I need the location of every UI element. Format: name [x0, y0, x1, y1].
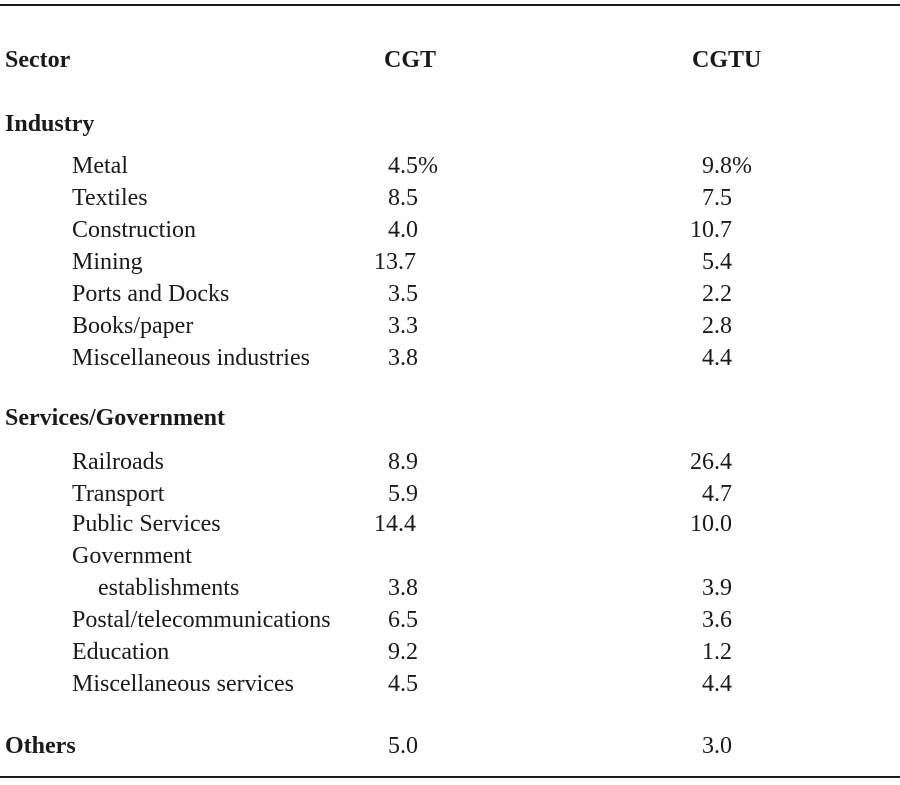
cgtu-value: 2.2 [702, 281, 732, 307]
row-label: Railroads [72, 449, 164, 475]
header-cgtu: CGTU [692, 47, 762, 73]
others-label: Others [5, 733, 76, 759]
header-sector: Sector [5, 47, 71, 73]
cgtu-value: 3.6 [702, 607, 732, 633]
row-label: Ports and Docks [72, 281, 230, 307]
row-label: Mining [72, 249, 143, 275]
cgt-value: 3.3 [388, 313, 418, 339]
cgtu-value: 10.7 [690, 217, 732, 243]
cgt-value: 3.5 [388, 281, 418, 307]
cgtu-value: 3.9 [702, 575, 732, 601]
cgtu-value: 4.4 [702, 345, 732, 371]
top-rule [0, 4, 900, 6]
cgt-value: 5.0 [388, 733, 418, 759]
cgt-value: 8.5 [388, 185, 418, 211]
row-label: Miscellaneous industries [72, 345, 310, 371]
cgt-value: 3.8 [388, 575, 418, 601]
row-label: Transport [72, 481, 165, 507]
cgt-value: 3.8 [388, 345, 418, 371]
cgt-value: 4.0 [388, 217, 418, 243]
bottom-rule [0, 776, 900, 778]
cgt-value: 6.5 [388, 607, 418, 633]
cgt-value: 4.5% [388, 153, 438, 179]
section-title-services: Services/Government [5, 405, 225, 431]
cgtu-value: 2.8 [702, 313, 732, 339]
section-title-industry: Industry [5, 111, 95, 137]
row-label: Metal [72, 153, 128, 179]
cgt-value: 9.2 [388, 639, 418, 665]
cgtu-value: 4.7 [702, 481, 732, 507]
cgtu-value: 4.4 [702, 671, 732, 697]
cgtu-value: 3.0 [702, 733, 732, 759]
header-cgt: CGT [384, 47, 437, 73]
cgtu-value: 5.4 [702, 249, 732, 275]
cgtu-value: 1.2 [702, 639, 732, 665]
cgtu-value: 9.8% [702, 153, 752, 179]
row-label: Postal/telecommunications [72, 607, 331, 633]
cgt-value: 4.5 [388, 671, 418, 697]
cgtu-value: 7.5 [702, 185, 732, 211]
row-label: Miscellaneous services [72, 671, 294, 697]
row-label: Education [72, 639, 170, 665]
cgtu-value: 26.4 [690, 449, 732, 475]
cgtu-value: 10.0 [690, 511, 732, 537]
row-label: Construction [72, 217, 196, 243]
row-label: Government [72, 543, 192, 569]
row-label-continued: establishments [98, 575, 240, 601]
row-label: Books/paper [72, 313, 194, 339]
cgt-value: 14.4 [374, 511, 416, 537]
cgt-value: 5.9 [388, 481, 418, 507]
cgt-value: 8.9 [388, 449, 418, 475]
row-label: Public Services [72, 511, 221, 537]
row-label: Textiles [72, 185, 148, 211]
cgt-value: 13.7 [374, 249, 416, 275]
